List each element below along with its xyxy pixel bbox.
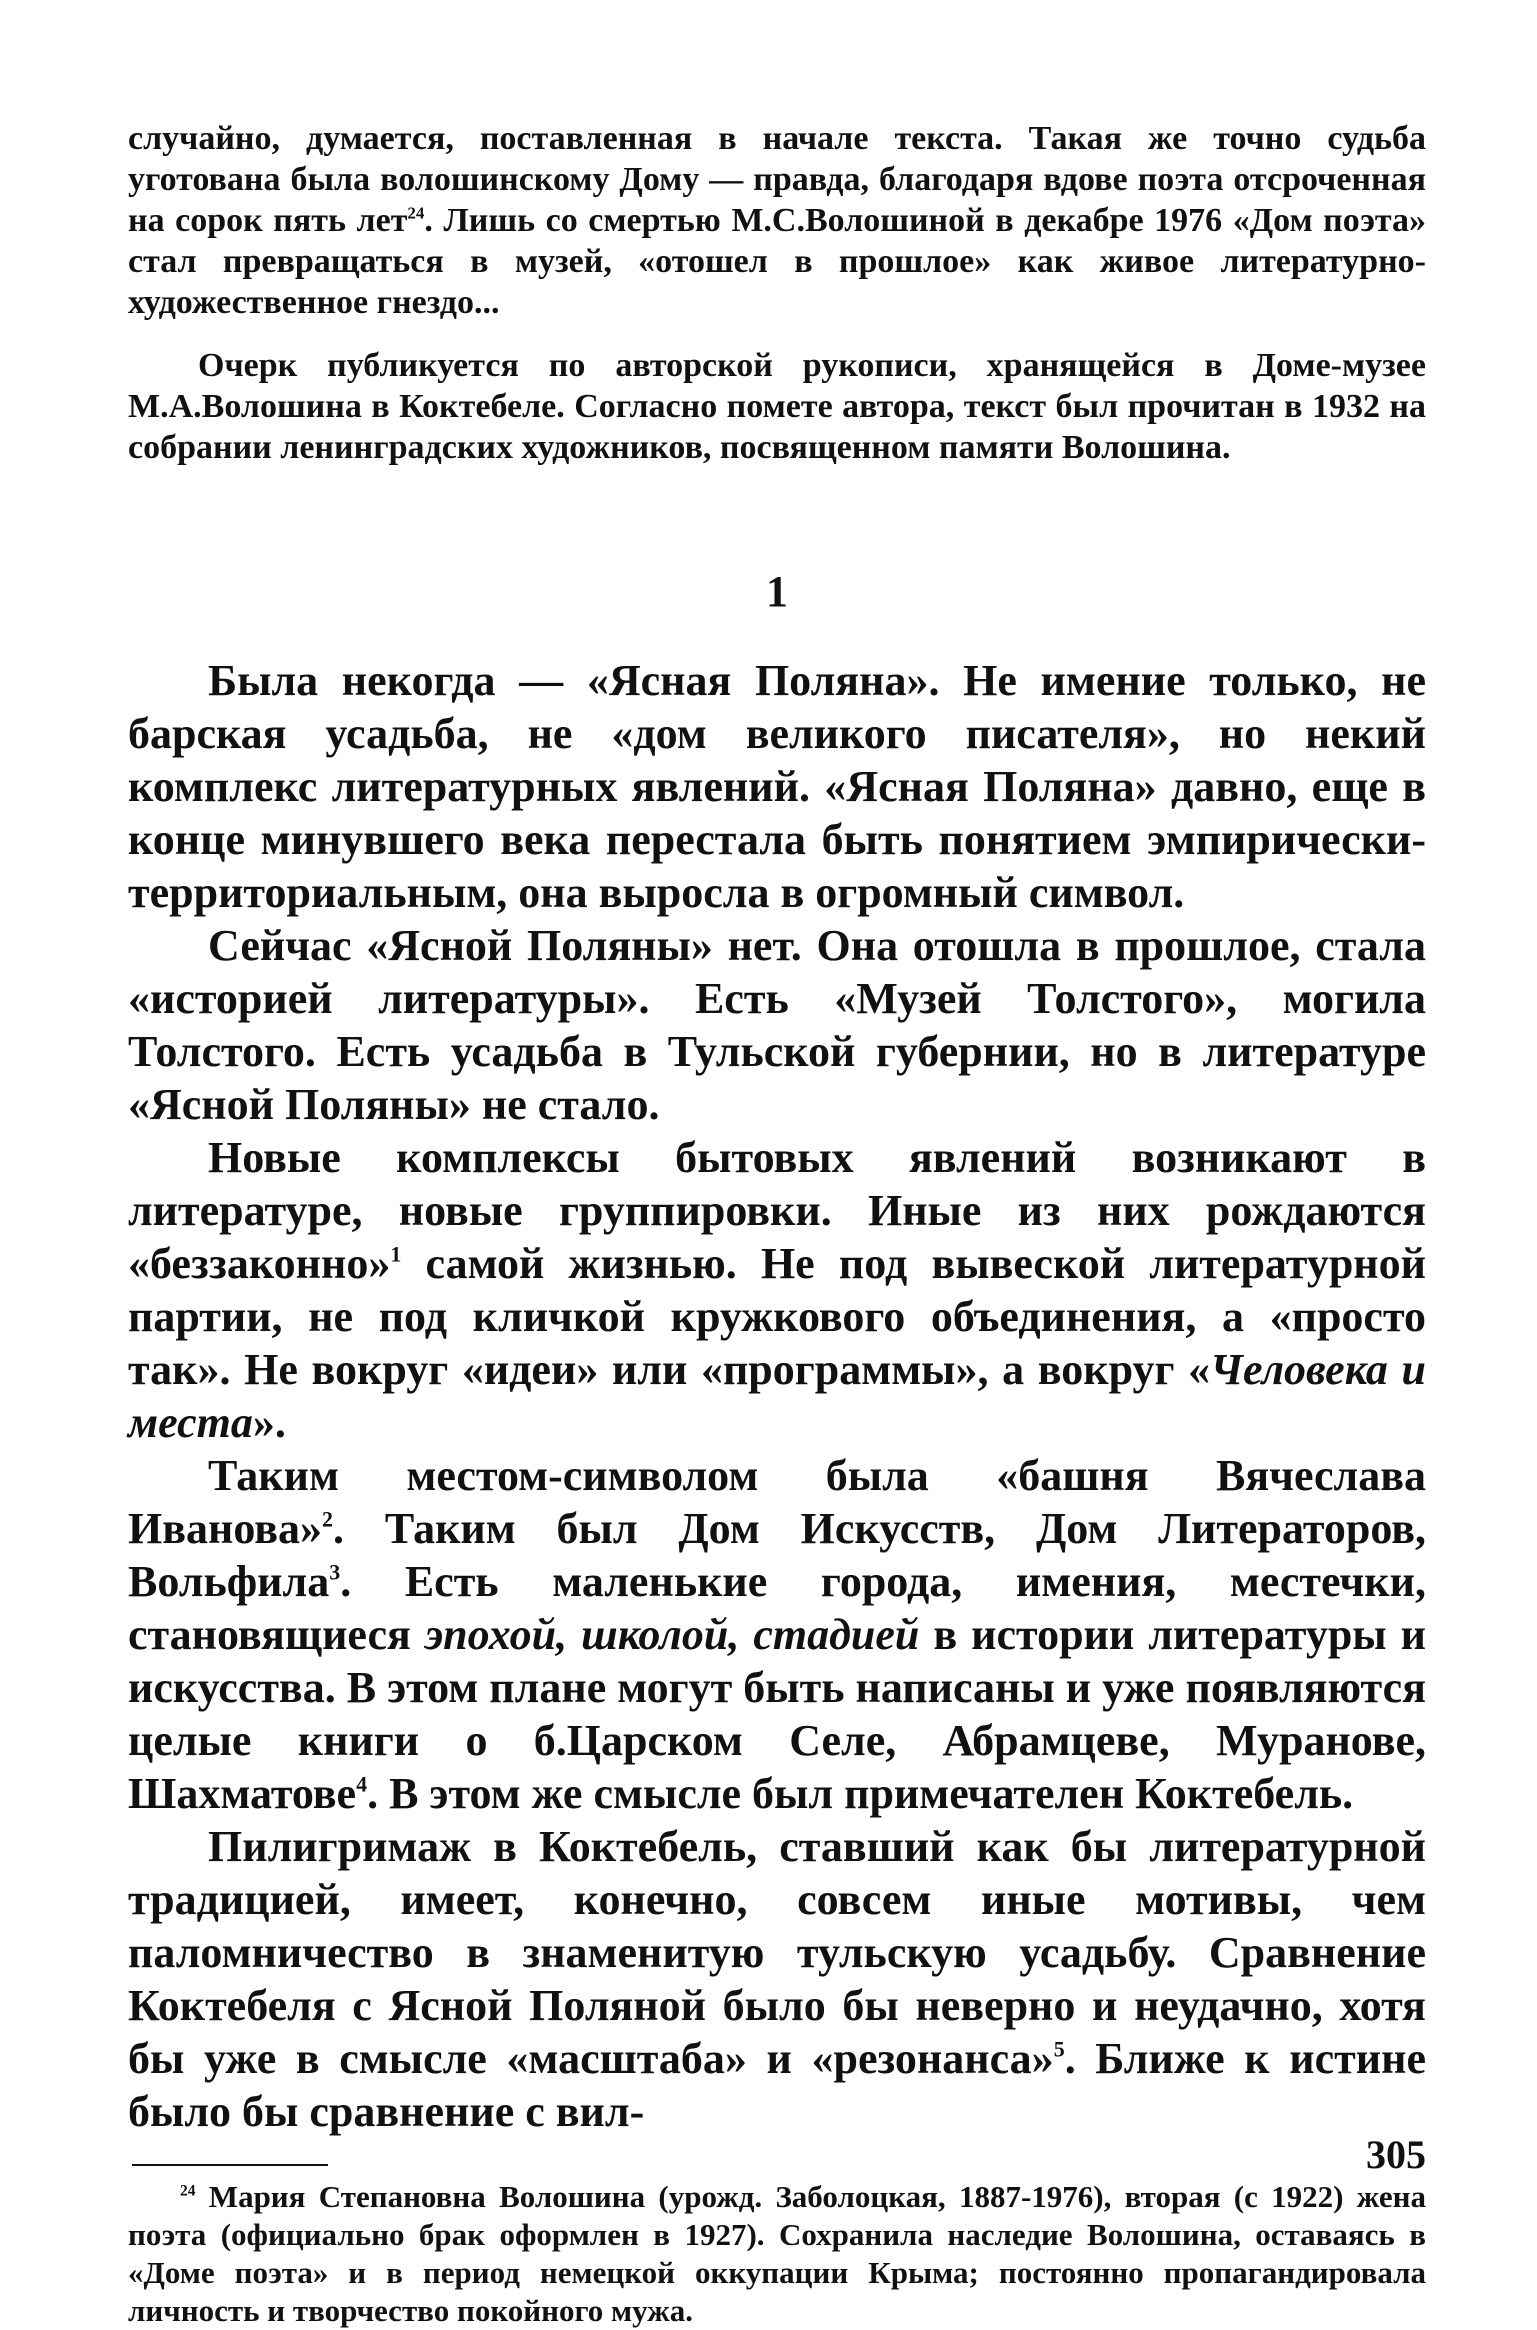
footnote-ref-2: 2 (322, 1506, 334, 1532)
main-paragraph-3-a: Новые комплексы бытовых явлений возникают в литературе, новые группировки. Иные из них рождаются «беззаконно» (128, 1133, 1426, 1288)
intro-paragraph-1-text: случайно, думается, поставленная в начале текста. Такая же точно судьба уготована была волошинскому Дому — правда, благодаря вдове поэта отсроченная на сорок пять лет (128, 120, 1426, 239)
footnote-ref-3: 3 (329, 1559, 341, 1585)
main-paragraph-4-emphasis: эпохой, школой, стадией (424, 1610, 920, 1659)
main-paragraph-5-b: . Ближе к истине было бы сравнение с вил- (128, 2034, 1426, 2136)
main-paragraph-3-c: ». (252, 1398, 286, 1447)
intro-section (128, 118, 1426, 468)
main-paragraph-3 (128, 1131, 1426, 1449)
footnote-marker-24: 24 (180, 2182, 196, 2200)
main-text (128, 654, 1426, 2138)
main-paragraph-4-b: . Таким был Дом Искусств, Дом Литераторов, Вольфила (128, 1504, 1426, 1606)
main-paragraph-5-a: Пилигримаж в Коктебель, ставший как бы литературной традицией, имеет, конечно, совсем иные мотивы, чем паломничество в знаменитую тульскую усадьбу. Сравнение Коктебеля с Ясной Поляной было бы неверно и неудачно, хотя бы уже в смысле «масштаба» и «резонанса» (128, 1822, 1426, 2083)
footnote-24 (128, 2178, 1426, 2330)
footnote-24-text: Мария Степановна Волошина (урожд. Заболоцкая, 1887-1976), вторая (с 1922) жена поэта (официально брак оформлен в 1927). Сохранила наследие Волошина, оставаясь в «Доме поэта» и в период немецкой оккупации Крыма; постоянно пропагандировала личность и творчество покойного мужа. (128, 2179, 1426, 2328)
book-page (128, 118, 1427, 2328)
page-number: 305 (1366, 2132, 1426, 2177)
main-paragraph-4 (128, 1449, 1426, 1820)
main-paragraph-4-c: . Есть маленькие города, имения, местечки, становящиеся (128, 1557, 1426, 1659)
footnote-ref-5: 5 (1053, 2036, 1065, 2062)
intro-paragraph-1 (128, 118, 1426, 323)
footnote-ref-24: 24 (407, 203, 425, 223)
main-paragraph-4-d: в истории литературы и искусства. В этом плане могут быть написаны и уже появляются целые книги о б.Царском Селе, Абрамцеве, Муранове, Шахматове (128, 1610, 1427, 1818)
main-paragraph-3-b: самой жизнью. Не под вывеской литературной партии, не под кличкой кружкового объединения, а «просто так». Не вокруг «идеи» или «программы», а вокруг « (128, 1239, 1426, 1394)
main-paragraph-4-e: . В этом же смысле был примечателен Коктебель. (367, 1769, 1354, 1818)
footnote-divider (132, 2164, 328, 2166)
main-paragraph-2: Сейчас «Ясной Поляны» нет. Она отошла в прошлое, стала «историей литературы». Есть «Музей Толстого», могила Толстого. Есть усадьба в Тульской губернии, но в литературе «Ясной Поляны» не стало. (128, 921, 1426, 1129)
main-paragraph-5 (128, 1820, 1426, 2138)
section-number: 1 (766, 567, 788, 616)
intro-paragraph-2: Очерк публикуется по авторской рукописи, хранящейся в Доме-музее М.А.Волошина в Коктебеле. Согласно помете автора, текст был прочитан в 1932 на собрании ленинградских художников, посвященном памяти Волошина. (128, 347, 1426, 466)
main-paragraph-3-emphasis: Человека и места (128, 1345, 1426, 1447)
intro-paragraph-1-tail: . Лишь со смертью М.С.Волошиной в декабре 1976 «Дом поэта» стал превращаться в музей, «отошел в прошлое» как живое литературно-художественное гнездо... (128, 202, 1426, 321)
footnotes-section (128, 2178, 1426, 2330)
footnote-ref-4: 4 (356, 1771, 368, 1797)
footnote-ref-1: 1 (390, 1241, 402, 1267)
main-paragraph-1: Была некогда — «Ясная Поляна». Не имение только, не барская усадьба, не «дом великого писателя», но некий комплекс литературных явлений. «Ясная Поляна» давно, еще в конце минувшего века перестала быть понятием эмпирически-территориальным, она выросла в огромный символ. (128, 656, 1426, 917)
main-paragraph-4-a: Таким местом-символом была «башня Вячеслава Иванова» (128, 1451, 1426, 1553)
